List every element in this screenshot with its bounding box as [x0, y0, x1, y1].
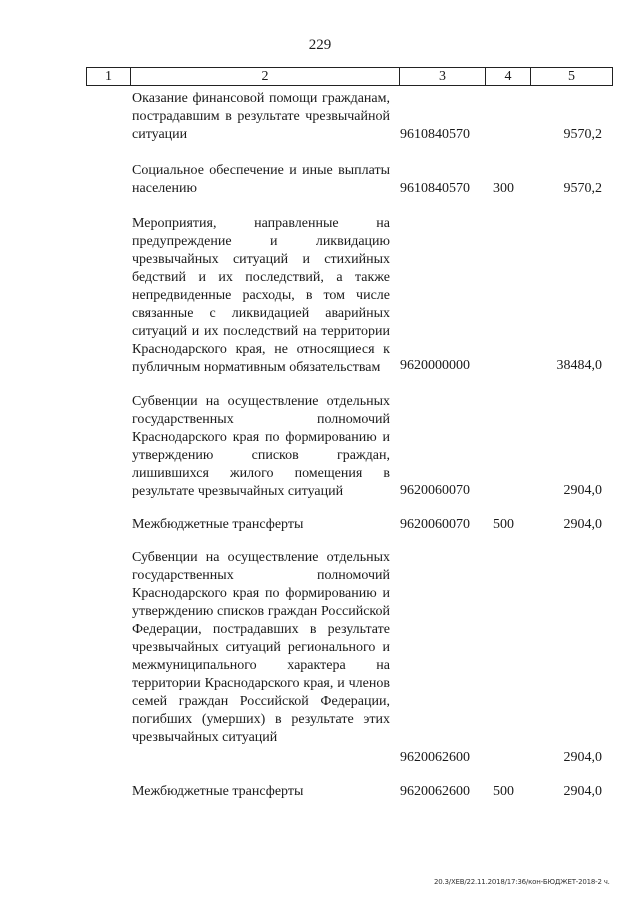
- row-code: 9620062600: [400, 750, 470, 765]
- table-header: [86, 67, 613, 86]
- header-col-4: 4: [486, 68, 531, 85]
- row-code: 9610840570: [400, 127, 470, 142]
- row-code: 9620062600: [400, 784, 470, 799]
- row-code: 9610840570: [400, 181, 470, 196]
- header-col-3: 3: [400, 68, 486, 85]
- row-kind: 300: [493, 181, 514, 196]
- row-code: 9620060070: [400, 483, 470, 498]
- row-description: Межбюджетные трансферты: [132, 517, 304, 532]
- row-amount: 38484,0: [556, 358, 602, 373]
- row-code: 9620060070: [400, 517, 470, 532]
- header-col-1: 1: [87, 68, 131, 85]
- row-amount: 9570,2: [563, 181, 602, 196]
- row-amount: 2904,0: [563, 483, 602, 498]
- page-number: 229: [308, 37, 332, 53]
- row-kind: 500: [493, 517, 514, 532]
- row-code: 9620000000: [400, 358, 470, 373]
- footer-document-id: 20.3/ХЕВ/22.11.2018/17:36/кон-БЮДЖЕТ-2018-2 ч.: [434, 878, 610, 886]
- header-col-5: 5: [568, 69, 575, 84]
- row-amount: 2904,0: [563, 784, 602, 799]
- row-description: Субвенции на осуществление отдельных государственных полномочий Краснодарского края по формированию и утверждению списков граждан Российской Федерации, пострадавших в результате чрезвычайных ситуаций регионального и межмуниципального характера на территории Краснодарского края, и членов семей граждан Российской Федерации, погибших (умерших) в результате этих чрезвычайных ситуаций: [132, 550, 390, 745]
- header-col-2: 2: [131, 68, 400, 85]
- row-description: Субвенции на осуществление отдельных государственных полномочий Краснодарского края по формированию и утверждению списков граждан, лишившихся жилого помещения в результате чрезвычайных ситуаций: [132, 394, 390, 499]
- row-amount: 9570,2: [563, 127, 602, 142]
- row-amount: 2904,0: [563, 517, 602, 532]
- row-description: Оказание финансовой помощи гражданам, пострадавшим в результате чрезвычайной ситуации: [132, 91, 390, 142]
- row-description: Межбюджетные трансферты: [132, 784, 304, 799]
- row-description: Социальное обеспечение и иные выплаты населению: [132, 163, 390, 196]
- row-kind: 500: [493, 784, 514, 799]
- row-amount: 2904,0: [563, 750, 602, 765]
- row-description: Мероприятия, направленные на предупреждение и ликвидацию чрезвычайных ситуаций и стихийных бедствий и их последствий, а также непредвиденные расходы, в том числе связанные с ликвидацией аварийных ситуаций и их последствий на территории Краснодарского края, не относящиеся к публичным нормативным обязательствам: [132, 216, 390, 375]
